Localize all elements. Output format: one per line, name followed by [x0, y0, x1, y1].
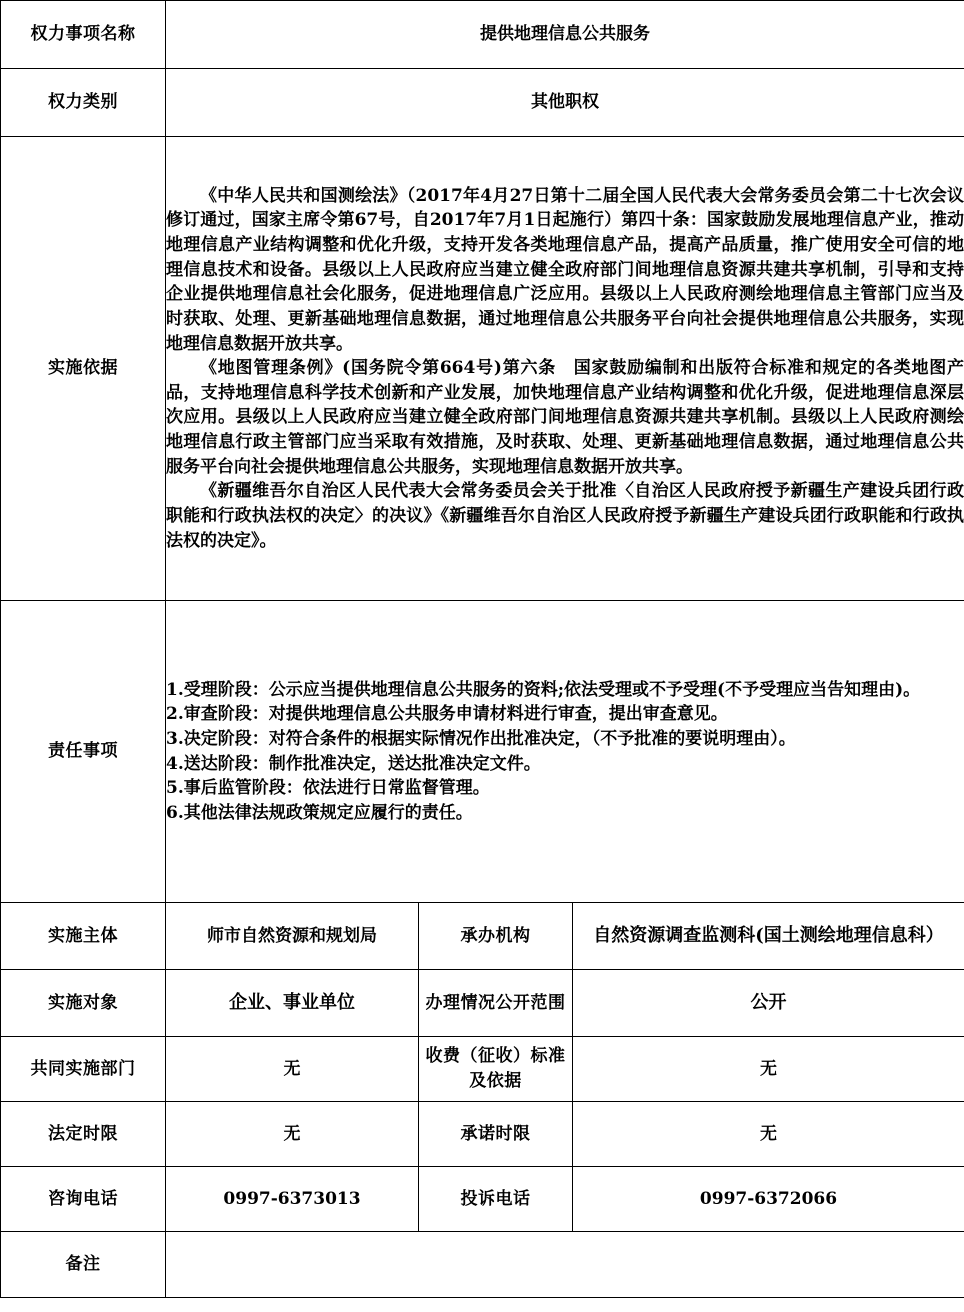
table-row-category — [1, 69, 964, 137]
row-value-disclosure-scope: 公开 — [573, 970, 964, 1037]
row-label-subject: 实施主体 — [1, 903, 166, 970]
row-value-joint-department: 无 — [166, 1037, 419, 1102]
row-value-category: 其他职权 — [166, 69, 964, 137]
row-label-complaint-phone: 投诉电话 — [419, 1167, 573, 1232]
duty-item-6: 6.其他法律法规政策规定应履行的责任。 — [166, 802, 473, 823]
duty-item-3: 3.决定阶段：对符合条件的根据实际情况作出批准决定，（不予批准的要说明理由）。 — [166, 728, 796, 749]
row-label-legal-time-limit: 法定时限 — [1, 1102, 166, 1167]
table-row-subject — [1, 903, 964, 970]
row-label-duties: 责任事项 — [1, 601, 166, 903]
row-value-promised-time-limit: 无 — [573, 1102, 964, 1167]
row-label-fee-standard: 收费（征收）标准及依据 — [419, 1037, 573, 1102]
table-row-joint-department — [1, 1037, 964, 1102]
table-row-legal-time-limit — [1, 1102, 964, 1167]
row-label-agency: 承办机构 — [419, 903, 573, 970]
table-row-basis — [1, 137, 964, 601]
table-row-duties — [1, 601, 964, 903]
row-value-agency: 自然资源调查监测科(国土测绘地理信息科） — [573, 903, 964, 970]
table-row-object — [1, 970, 964, 1037]
row-value-consult-phone: 0997-6373013 — [166, 1167, 419, 1232]
row-value-subject: 师市自然资源和规划局 — [166, 903, 419, 970]
row-label-name: 权力事项名称 — [1, 1, 166, 69]
row-label-object: 实施对象 — [1, 970, 166, 1037]
row-label-remark: 备注 — [1, 1232, 166, 1298]
basis-paragraph-1: 《中华人民共和国测绘法》（2017年4月27日第十二届全国人民代表大会常务委员会第二十七次会议修订通过，国家主席令第67号，自2017年7月1日起施行）第四十条：国家鼓励发展地理信息产业，推动地理信息产业结构调整和优化升级，支持开发各类地理信息产品，提高产品质量，推广使用安全可信的地理信息技术和设备。县级以上人民政府应当建立健全政府部门间地理信息资源共建共享机制，引导和支持企业提供地理信息社会化服务，促进地理信息广泛应用。县级以上人民政府测绘地理信息主管部门应当及时获取、处理、更新基础地理信息数据，通过地理信息公共服务平台向社会提供地理信息公共服务，实现地理信息数据开放共享。 — [166, 185, 964, 354]
row-value-complaint-phone: 0997-6372066 — [573, 1167, 964, 1232]
table-row-remark — [1, 1232, 964, 1298]
row-value-basis — [166, 137, 964, 601]
row-label-category: 权力类别 — [1, 69, 166, 137]
duty-item-2: 2.审查阶段：对提供地理信息公共服务申请材料进行审查，提出审查意见。 — [166, 704, 728, 725]
row-value-object: 企业、事业单位 — [166, 970, 419, 1037]
row-value-legal-time-limit: 无 — [166, 1102, 419, 1167]
table-row-phone — [1, 1167, 964, 1232]
table-row-name — [1, 1, 964, 69]
row-value-duties — [166, 601, 964, 903]
duty-item-4: 4.送达阶段：制作批准决定，送达批准决定文件。 — [166, 753, 541, 774]
duty-item-1: 1.受理阶段：公示应当提供地理信息公共服务的资料;依法受理或不予受理(不予受理应当告知理由)。 — [166, 679, 921, 700]
row-label-consult-phone: 咨询电话 — [1, 1167, 166, 1232]
duty-item-5: 5.事后监管阶段：依法进行日常监督管理。 — [166, 778, 490, 799]
row-label-promised-time-limit: 承诺时限 — [419, 1102, 573, 1167]
row-value-fee-standard: 无 — [573, 1037, 964, 1102]
row-label-basis: 实施依据 — [1, 137, 166, 601]
basis-paragraph-2: 《地图管理条例》(国务院令第664号)第六条 国家鼓励编制和出版符合标准和规定的各类地图产品，支持地理信息科学技术创新和产业发展，加快地理信息产业结构调整和优化升级，促进地理信息深层次应用。县级以上人民政府应当建立健全政府部门间地理信息资源共建共享机制。县级以上人民政府测绘地理信息行政主管部门应当采取有效措施，及时获取、处理、更新基础地理信息数据，通过地理信息公共服务平台向社会提供地理信息公共服务，实现地理信息数据开放共享。 — [166, 358, 964, 477]
row-label-disclosure-scope: 办理情况公开范围 — [419, 970, 573, 1037]
row-label-joint-department: 共同实施部门 — [1, 1037, 166, 1102]
basis-paragraph-3: 《新疆维吾尔自治区人民代表大会常务委员会关于批准〈自治区人民政府授予新疆生产建设兵团行政职能和行政执法权的决定〉的决议》《新疆维吾尔自治区人民政府授予新疆生产建设兵团行政职能和行政执法权的决定》。 — [166, 481, 964, 551]
row-value-name: 提供地理信息公共服务 — [166, 1, 964, 69]
row-value-remark — [166, 1232, 964, 1298]
